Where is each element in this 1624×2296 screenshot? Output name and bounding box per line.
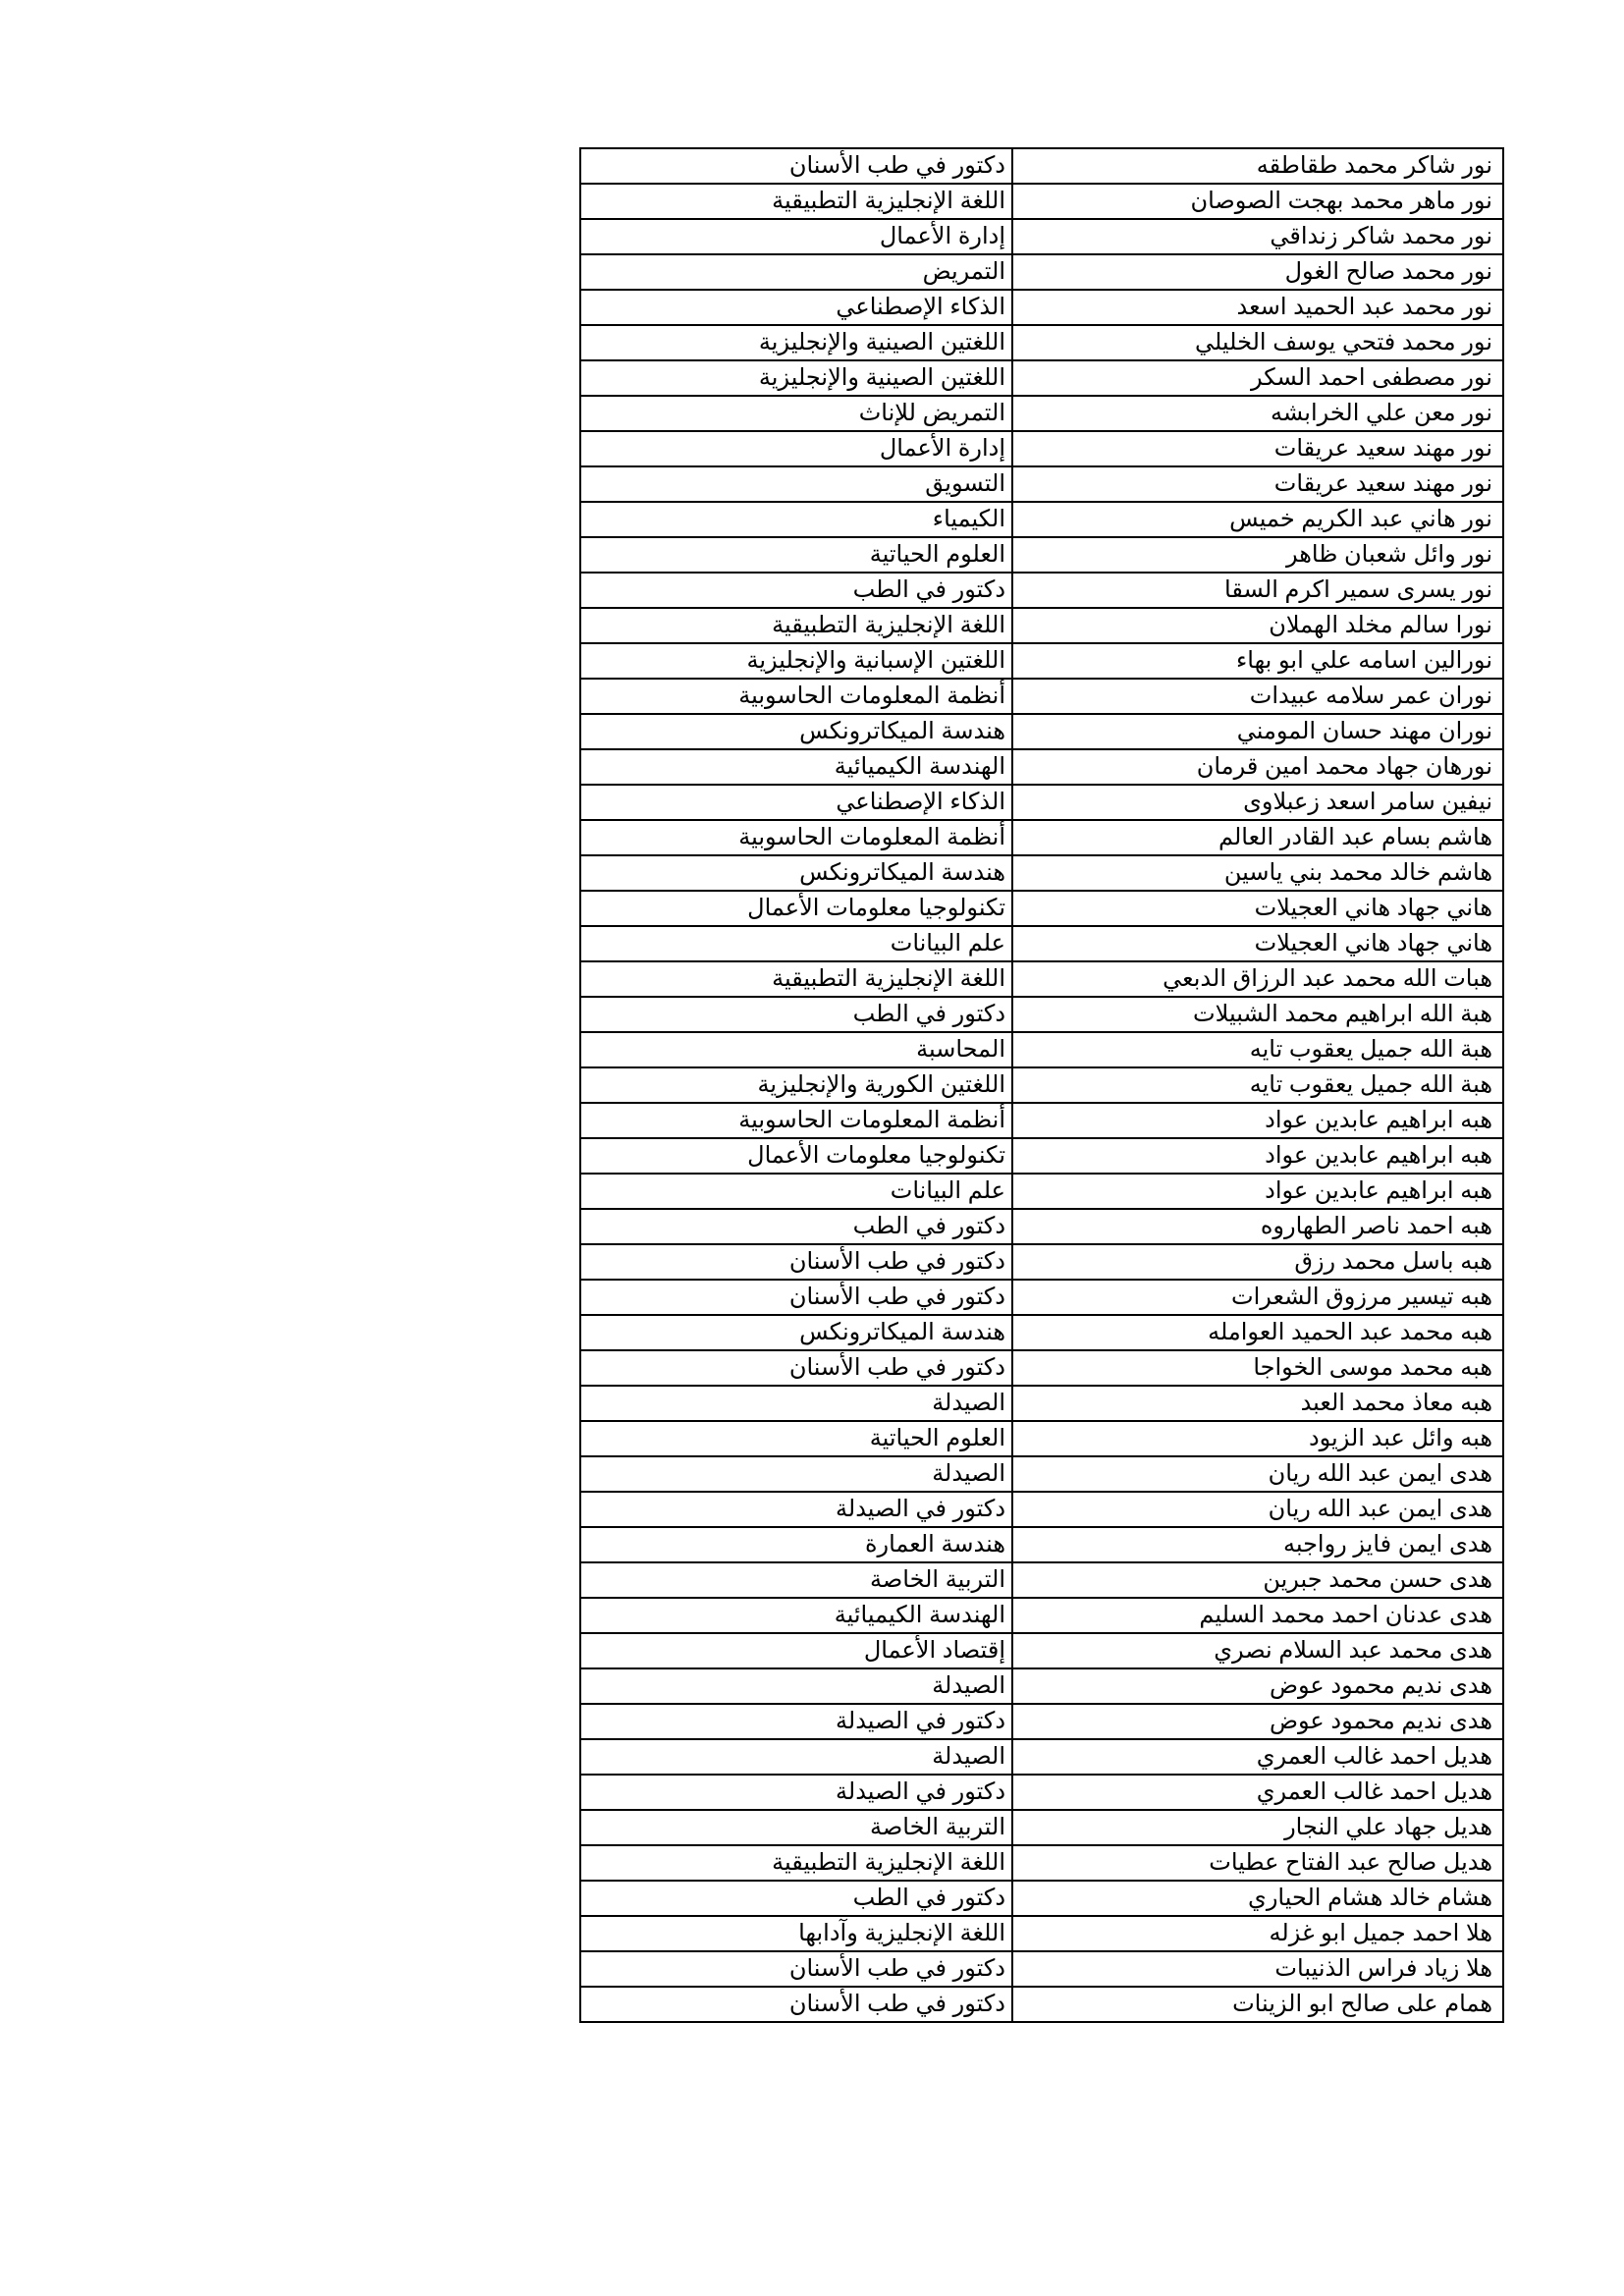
student-name-cell: هبه ابراهيم عابدين عواد [1012, 1174, 1503, 1209]
student-name-cell: هدى نديم محمود عوض [1012, 1704, 1503, 1739]
major-cell: دكتور في طب الأسنان [580, 148, 1012, 184]
table-row [580, 396, 1503, 431]
names-majors-table [579, 147, 1504, 2023]
major-cell: دكتور في طب الأسنان [580, 1951, 1012, 1987]
table-row [580, 360, 1503, 396]
major-cell: تكنولوجيا معلومات الأعمال [580, 1138, 1012, 1174]
student-name-cell: نورا سالم مخلد الهملان [1012, 608, 1503, 643]
student-name-cell: نيفين سامر اسعد زعبلاوى [1012, 785, 1503, 820]
table-row [580, 926, 1503, 961]
table-row [580, 997, 1503, 1032]
major-cell: أنظمة المعلومات الحاسوبية [580, 679, 1012, 714]
major-cell: اللغتين الإسبانية والإنجليزية [580, 643, 1012, 679]
table-row [580, 325, 1503, 360]
student-name-cell: هبه ابراهيم عابدين عواد [1012, 1138, 1503, 1174]
major-cell: دكتور في الطب [580, 1209, 1012, 1244]
major-cell: التسويق [580, 466, 1012, 502]
table-row [580, 1562, 1503, 1598]
student-name-cell: نور محمد صالح الغول [1012, 254, 1503, 290]
table-row [580, 749, 1503, 785]
table-row [580, 502, 1503, 537]
major-cell: اللغتين الصينية والإنجليزية [580, 325, 1012, 360]
table-row [580, 1704, 1503, 1739]
student-name-cell: نور يسرى سمير اكرم السقا [1012, 573, 1503, 608]
student-name-cell: هبه ابراهيم عابدين عواد [1012, 1103, 1503, 1138]
table-row [580, 1280, 1503, 1315]
student-name-cell: هبه معاذ محمد العبد [1012, 1386, 1503, 1421]
table-row [580, 1668, 1503, 1704]
table-row [580, 1987, 1503, 2022]
table-row [580, 1315, 1503, 1350]
table-body [580, 148, 1503, 2022]
student-name-cell: هبه باسل محمد رزق [1012, 1244, 1503, 1280]
major-cell: دكتور في طب الأسنان [580, 1280, 1012, 1315]
student-name-cell: هبه وائل عبد الزيود [1012, 1421, 1503, 1456]
table-row [580, 1032, 1503, 1067]
major-cell: أنظمة المعلومات الحاسوبية [580, 820, 1012, 855]
table-row [580, 1103, 1503, 1138]
table-container [579, 147, 1502, 2023]
table-row [580, 679, 1503, 714]
major-cell: الهندسة الكيميائية [580, 1598, 1012, 1633]
table-row [580, 1174, 1503, 1209]
table-row [580, 1916, 1503, 1951]
major-cell: اللغة الإنجليزية التطبيقية [580, 608, 1012, 643]
student-name-cell: هديل احمد غالب العمري [1012, 1739, 1503, 1775]
major-cell: إدارة الأعمال [580, 431, 1012, 466]
major-cell: الصيدلة [580, 1456, 1012, 1492]
major-cell: التمريض [580, 254, 1012, 290]
major-cell: هندسة الميكاترونكس [580, 855, 1012, 891]
student-name-cell: هدى ايمن عبد الله ريان [1012, 1456, 1503, 1492]
table-row [580, 1244, 1503, 1280]
table-row [580, 820, 1503, 855]
student-name-cell: هلا زياد فراس الذنيبات [1012, 1951, 1503, 1987]
student-name-cell: نور مهند سعيد عريقات [1012, 431, 1503, 466]
major-cell: اللغة الإنجليزية التطبيقية [580, 961, 1012, 997]
table-row [580, 1951, 1503, 1987]
table-row [580, 608, 1503, 643]
student-name-cell: نورالين اسامه علي ابو بهاء [1012, 643, 1503, 679]
major-cell: دكتور في الطب [580, 573, 1012, 608]
table-row [580, 1881, 1503, 1916]
major-cell: علم البيانات [580, 1174, 1012, 1209]
student-name-cell: نور محمد شاكر زنداقي [1012, 219, 1503, 254]
table-row [580, 1138, 1503, 1174]
student-name-cell: نوران مهند حسان المومني [1012, 714, 1503, 749]
table-row [580, 1492, 1503, 1527]
major-cell: اللغتين الكورية والإنجليزية [580, 1067, 1012, 1103]
student-name-cell: هدى محمد عبد السلام نصري [1012, 1633, 1503, 1668]
major-cell: دكتور في الطب [580, 997, 1012, 1032]
student-name-cell: نور محمد فتحي يوسف الخليلي [1012, 325, 1503, 360]
table-row [580, 714, 1503, 749]
table-row [580, 431, 1503, 466]
table-row [580, 537, 1503, 573]
major-cell: إقتصاد الأعمال [580, 1633, 1012, 1668]
major-cell: هندسة الميكاترونكس [580, 1315, 1012, 1350]
major-cell: العلوم الحياتية [580, 537, 1012, 573]
table-row [580, 184, 1503, 219]
table-row [580, 573, 1503, 608]
student-name-cell: هدى عدنان احمد محمد السليم [1012, 1598, 1503, 1633]
major-cell: دكتور في الصيدلة [580, 1704, 1012, 1739]
table-row [580, 1845, 1503, 1881]
student-name-cell: هبات الله محمد عبد الرزاق الدبعي [1012, 961, 1503, 997]
student-name-cell: هلا احمد جميل ابو غزله [1012, 1916, 1503, 1951]
major-cell: تكنولوجيا معلومات الأعمال [580, 891, 1012, 926]
table-row [580, 855, 1503, 891]
major-cell: الصيدلة [580, 1668, 1012, 1704]
major-cell: العلوم الحياتية [580, 1421, 1012, 1456]
student-name-cell: هديل احمد غالب العمري [1012, 1775, 1503, 1810]
major-cell: دكتور في الطب [580, 1881, 1012, 1916]
major-cell: هندسة الميكاترونكس [580, 714, 1012, 749]
student-name-cell: هديل صالح عبد الفتاح عطيات [1012, 1845, 1503, 1881]
major-cell: دكتور في طب الأسنان [580, 1350, 1012, 1386]
major-cell: التربية الخاصة [580, 1562, 1012, 1598]
student-name-cell: هبه محمد موسى الخواجا [1012, 1350, 1503, 1386]
student-name-cell: هدى نديم محمود عوض [1012, 1668, 1503, 1704]
table-row [580, 1421, 1503, 1456]
major-cell: التمريض للإناث [580, 396, 1012, 431]
major-cell: التربية الخاصة [580, 1810, 1012, 1845]
table-row [580, 1350, 1503, 1386]
major-cell: الكيمياء [580, 502, 1012, 537]
student-name-cell: هاني جهاد هاني العجيلات [1012, 891, 1503, 926]
table-row [580, 466, 1503, 502]
table-row [580, 1456, 1503, 1492]
student-name-cell: هبه احمد ناصر الطهاروه [1012, 1209, 1503, 1244]
major-cell: الصيدلة [580, 1386, 1012, 1421]
student-name-cell: نور وائل شعبان ظاهر [1012, 537, 1503, 573]
major-cell: الصيدلة [580, 1739, 1012, 1775]
major-cell: دكتور في الصيدلة [580, 1492, 1012, 1527]
table-row [580, 1775, 1503, 1810]
student-name-cell: نوران عمر سلامه عبيدات [1012, 679, 1503, 714]
table-row [580, 1527, 1503, 1562]
student-name-cell: هبة الله ابراهيم محمد الشبيلات [1012, 997, 1503, 1032]
major-cell: دكتور في الصيدلة [580, 1775, 1012, 1810]
student-name-cell: هدى حسن محمد جبرين [1012, 1562, 1503, 1598]
table-row [580, 1067, 1503, 1103]
student-name-cell: هبة الله جميل يعقوب تايه [1012, 1032, 1503, 1067]
table-row [580, 643, 1503, 679]
student-name-cell: نور مصطفى احمد السكر [1012, 360, 1503, 396]
major-cell: اللغة الإنجليزية وآدابها [580, 1916, 1012, 1951]
major-cell: دكتور في طب الأسنان [580, 1244, 1012, 1280]
major-cell: أنظمة المعلومات الحاسوبية [580, 1103, 1012, 1138]
major-cell: إدارة الأعمال [580, 219, 1012, 254]
table-row [580, 961, 1503, 997]
student-name-cell: هديل جهاد علي النجار [1012, 1810, 1503, 1845]
student-name-cell: هاني جهاد هاني العجيلات [1012, 926, 1503, 961]
student-name-cell: هبه تيسير مرزوق الشعرات [1012, 1280, 1503, 1315]
student-name-cell: هبه محمد عبد الحميد العوامله [1012, 1315, 1503, 1350]
student-name-cell: هاشم بسام عبد القادر العالم [1012, 820, 1503, 855]
table-row [580, 219, 1503, 254]
major-cell: هندسة العمارة [580, 1527, 1012, 1562]
student-name-cell: هدى ايمن فايز رواجبه [1012, 1527, 1503, 1562]
table-row [580, 891, 1503, 926]
major-cell: الذكاء الإصطناعي [580, 290, 1012, 325]
major-cell: اللغتين الصينية والإنجليزية [580, 360, 1012, 396]
student-name-cell: هاشم خالد محمد بني ياسين [1012, 855, 1503, 891]
major-cell: اللغة الإنجليزية التطبيقية [580, 1845, 1012, 1881]
student-name-cell: نور معن علي الخرابشه [1012, 396, 1503, 431]
table-row [580, 1633, 1503, 1668]
table-row [580, 290, 1503, 325]
student-name-cell: نور محمد عبد الحميد اسعد [1012, 290, 1503, 325]
table-row [580, 1739, 1503, 1775]
student-name-cell: هشام خالد هشام الحياري [1012, 1881, 1503, 1916]
table-row [580, 1598, 1503, 1633]
student-name-cell: نور مهند سعيد عريقات [1012, 466, 1503, 502]
table-row [580, 1209, 1503, 1244]
table-row [580, 785, 1503, 820]
major-cell: اللغة الإنجليزية التطبيقية [580, 184, 1012, 219]
major-cell: الهندسة الكيميائية [580, 749, 1012, 785]
table-row [580, 148, 1503, 184]
table-row [580, 1810, 1503, 1845]
student-name-cell: هدى ايمن عبد الله ريان [1012, 1492, 1503, 1527]
student-name-cell: نورهان جهاد محمد امين قرمان [1012, 749, 1503, 785]
student-name-cell: نور ماهر محمد بهجت الصوصان [1012, 184, 1503, 219]
major-cell: علم البيانات [580, 926, 1012, 961]
table-row [580, 1386, 1503, 1421]
major-cell: دكتور في طب الأسنان [580, 1987, 1012, 2022]
student-name-cell: همام على صالح ابو الزينات [1012, 1987, 1503, 2022]
major-cell: الذكاء الإصطناعي [580, 785, 1012, 820]
table-row [580, 254, 1503, 290]
major-cell: المحاسبة [580, 1032, 1012, 1067]
student-name-cell: هبة الله جميل يعقوب تايه [1012, 1067, 1503, 1103]
student-name-cell: نور شاكر محمد طقاطقه [1012, 148, 1503, 184]
student-name-cell: نور هاني عبد الكريم خميس [1012, 502, 1503, 537]
